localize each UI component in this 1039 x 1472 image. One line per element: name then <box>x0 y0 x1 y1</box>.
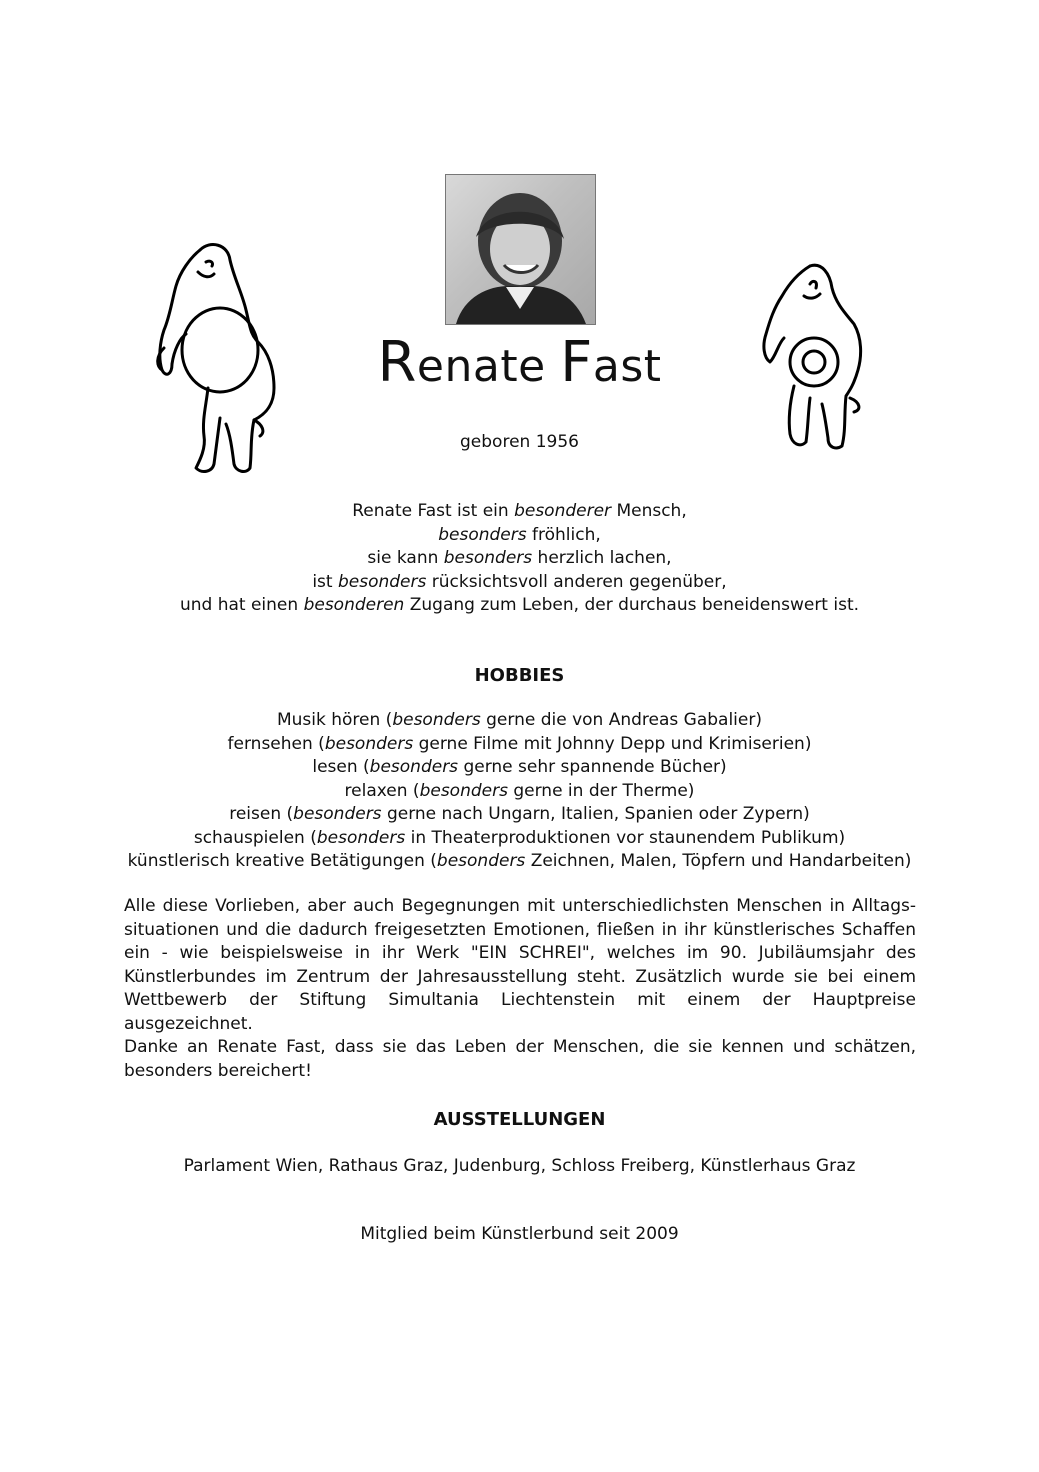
portrait-photo <box>445 174 596 325</box>
hobbies-list <box>0 709 1039 874</box>
intro-line: und hat einen besonderen Zugang zum Leben, der durchaus beneidenswert ist. <box>179 595 860 615</box>
membership-note: Mitglied beim Künstlerbund seit 2009 <box>360 1224 679 1244</box>
portrait-illustration <box>446 175 595 324</box>
body-paragraph <box>124 895 916 1083</box>
hobby-item: Musik hören (besonders gerne die von Andreas Gabalier) <box>276 710 762 730</box>
paragraph-text-1: Alle diese Vorlieben, aber auch Begegnungen mit unterschiedlichsten Menschen in Alltags-situationen und die dadurch freigesetzten Emotionen, fließen in ihr künstlerisches Schaffen ein - wie beispielsweise in ihr Werk "EIN SCHREI", welches im 90. Jubiläumsjahr des Künstlerbundes im Zentrum der Jahresausstellung steht. Zusätzlich wurde sie bei einem Wettbewerb der Stiftung Simultania Liechtenstein mit einem der Hauptpreise ausgezeichnet. <box>124 896 916 1034</box>
hobby-item: künstlerisch kreative Betätigungen (besonders Zeichnen, Malen, Töpfern und Handarbeiten) <box>127 851 912 871</box>
intro-line: sie kann besonders herzlich lachen, <box>367 548 672 568</box>
hobby-item: fernsehen (besonders gerne Filme mit Johnny Depp und Krimiserien) <box>227 733 812 754</box>
hobbies-heading: HOBBIES <box>474 665 565 686</box>
hobby-item: reisen (besonders gerne nach Ungarn, Italien, Spanien oder Zypern) <box>229 804 810 824</box>
hobby-item: relaxen (besonders gerne in der Therme) <box>344 780 695 801</box>
intro-line: ist besonders rücksichtsvoll anderen gegenüber, <box>312 571 727 592</box>
hobby-item: schauspielen (besonders in Theaterproduktionen vor staunendem Publikum) <box>193 827 846 848</box>
artist-name: Renate Fast <box>377 330 662 395</box>
intro-text <box>0 500 1039 618</box>
intro-line: Renate Fast ist ein besonderer Mensch, <box>352 501 687 521</box>
intro-line: besonders fröhlich, <box>438 524 601 545</box>
exhibitions-heading: AUSSTELLUNGEN <box>433 1109 606 1130</box>
paragraph-text-2: Danke an Renate Fast, dass sie das Leben der Menschen, die sie kennen und schätzen, besonders bereichert! <box>124 1037 916 1081</box>
hobby-item: lesen (besonders gerne sehr spannende Bücher) <box>312 757 727 777</box>
birth-year: geboren 1956 <box>460 432 579 452</box>
exhibitions-list: Parlament Wien, Rathaus Graz, Judenburg, Schloss Freiberg, Künstlerhaus Graz <box>183 1156 856 1176</box>
